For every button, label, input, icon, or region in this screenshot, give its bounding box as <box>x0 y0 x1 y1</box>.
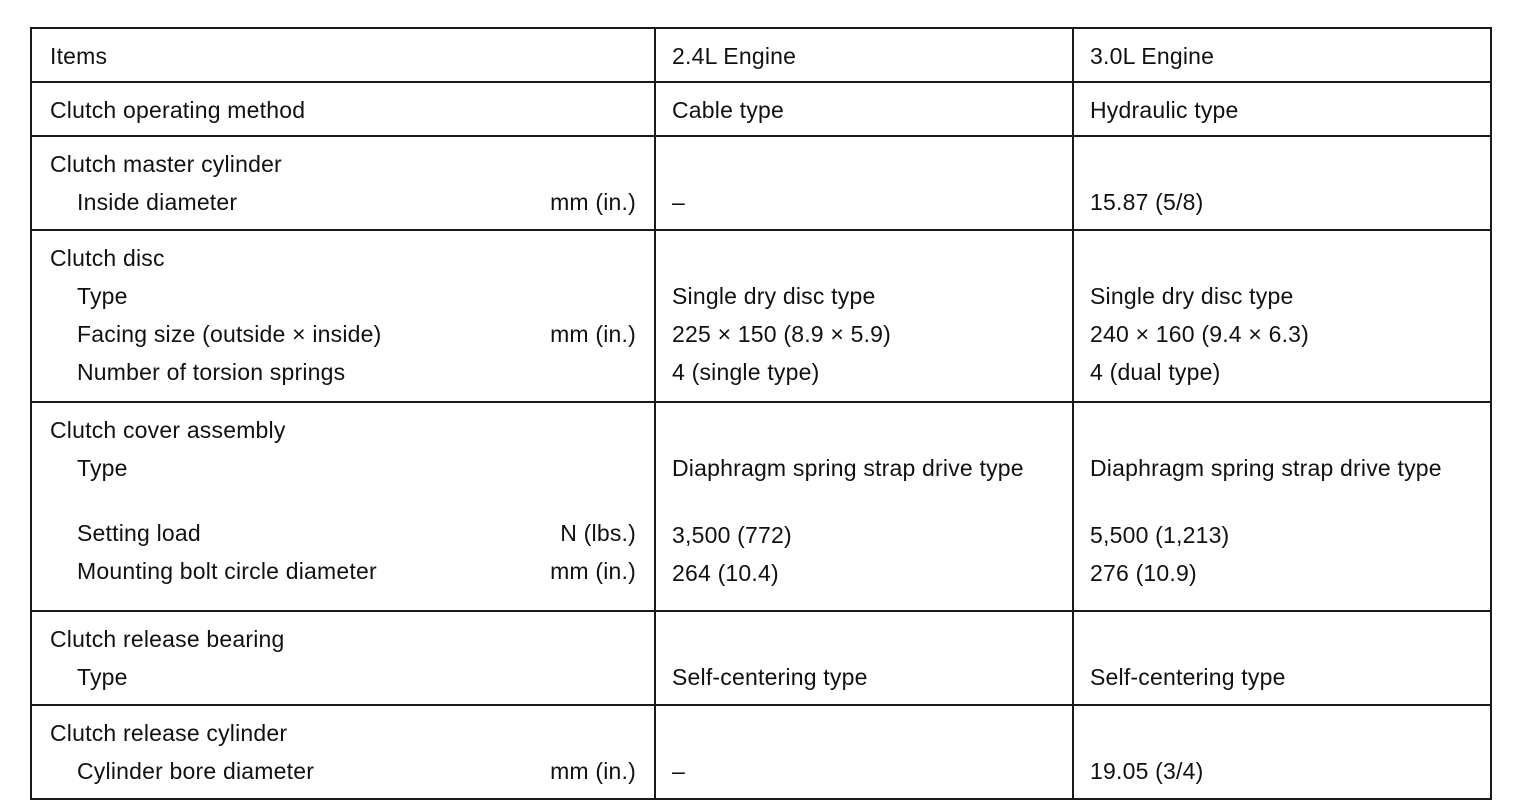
torsion-springs-label: Number of torsion springs <box>77 359 346 385</box>
inside-diameter-a-value: – <box>672 189 685 215</box>
engine-b-cell <box>1073 402 1491 611</box>
clutch-disc-group-label: Clutch disc <box>50 245 165 271</box>
table-row-master-cylinder <box>31 136 1491 230</box>
release-bearing-group-label: Clutch release bearing <box>50 626 285 652</box>
disc-type-label: Type <box>77 283 128 309</box>
release-cylinder-group-label: Clutch release cylinder <box>50 720 288 746</box>
operating-method-a-value: Cable type <box>672 97 784 123</box>
setting-load-a-value: 3,500 (772) <box>672 522 792 548</box>
header-row <box>31 28 1491 82</box>
cover-type-label: Type <box>77 455 128 481</box>
disc-type-b-value: Single dry disc type <box>1090 283 1294 309</box>
facing-size-label: Facing size (outside × inside) <box>77 321 382 347</box>
engine-a-cell <box>655 230 1073 402</box>
setting-load-label: Setting load <box>77 520 201 546</box>
header-engine-b-label: 3.0L Engine <box>1090 43 1215 69</box>
inside-diameter-unit: mm (in.) <box>550 189 636 215</box>
engine-a-cell <box>655 611 1073 705</box>
engine-a-cell <box>655 402 1073 611</box>
table-row-release-bearing <box>31 611 1491 705</box>
bolt-circle-a-value: 264 (10.4) <box>672 560 779 586</box>
disc-type-a-value: Single dry disc type <box>672 283 876 309</box>
inside-diameter-label: Inside diameter <box>77 189 238 215</box>
bore-diameter-unit: mm (in.) <box>550 758 636 784</box>
clutch-specifications-table <box>30 27 1492 800</box>
facing-size-b-value: 240 × 160 (9.4 × 6.3) <box>1090 321 1310 347</box>
table-row-operating-method <box>31 82 1491 136</box>
bolt-circle-label: Mounting bolt circle diameter <box>77 558 377 584</box>
inside-diameter-b-value: 15.87 (5/8) <box>1090 189 1204 215</box>
bearing-type-a-value: Self-centering type <box>672 664 868 690</box>
item-cell <box>31 402 655 611</box>
item-cell <box>31 230 655 402</box>
cover-type-b-value: Diaphragm spring strap drive type <box>1090 455 1442 481</box>
engine-a-cell <box>655 82 1073 136</box>
item-cell <box>31 611 655 705</box>
header-engine-b-cell <box>1073 28 1491 82</box>
master-cylinder-group-label: Clutch master cylinder <box>50 151 282 177</box>
operating-method-label: Clutch operating method <box>50 97 306 123</box>
setting-load-b-value: 5,500 (1,213) <box>1090 522 1230 548</box>
bearing-type-label: Type <box>77 664 128 690</box>
engine-a-cell <box>655 705 1073 799</box>
item-cell <box>31 82 655 136</box>
engine-a-cell <box>655 136 1073 230</box>
bore-diameter-label: Cylinder bore diameter <box>77 758 315 784</box>
engine-b-cell <box>1073 611 1491 705</box>
engine-b-cell <box>1073 230 1491 402</box>
bearing-type-b-value: Self-centering type <box>1090 664 1286 690</box>
item-cell <box>31 705 655 799</box>
table-row-clutch-disc <box>31 230 1491 402</box>
facing-size-unit: mm (in.) <box>550 321 636 347</box>
cover-type-a-value: Diaphragm spring strap drive type <box>672 455 1024 481</box>
engine-b-cell <box>1073 82 1491 136</box>
torsion-springs-a-value: 4 (single type) <box>672 359 820 385</box>
setting-load-unit: N (lbs.) <box>560 520 636 546</box>
header-items-cell <box>31 28 655 82</box>
torsion-springs-b-value: 4 (dual type) <box>1090 359 1221 385</box>
engine-b-cell <box>1073 136 1491 230</box>
header-items-label: Items <box>50 43 108 69</box>
bolt-circle-b-value: 276 (10.9) <box>1090 560 1197 586</box>
facing-size-a-value: 225 × 150 (8.9 × 5.9) <box>672 321 892 347</box>
header-engine-a-label: 2.4L Engine <box>672 43 797 69</box>
bore-diameter-a-value: – <box>672 758 685 784</box>
bolt-circle-unit: mm (in.) <box>550 558 636 584</box>
header-engine-a-cell <box>655 28 1073 82</box>
item-cell <box>31 136 655 230</box>
bore-diameter-b-value: 19.05 (3/4) <box>1090 758 1204 784</box>
table-row-release-cylinder <box>31 705 1491 799</box>
engine-b-cell <box>1073 705 1491 799</box>
operating-method-b-value: Hydraulic type <box>1090 97 1239 123</box>
cover-assembly-group-label: Clutch cover assembly <box>50 417 286 443</box>
table-row-cover-assembly <box>31 402 1491 611</box>
